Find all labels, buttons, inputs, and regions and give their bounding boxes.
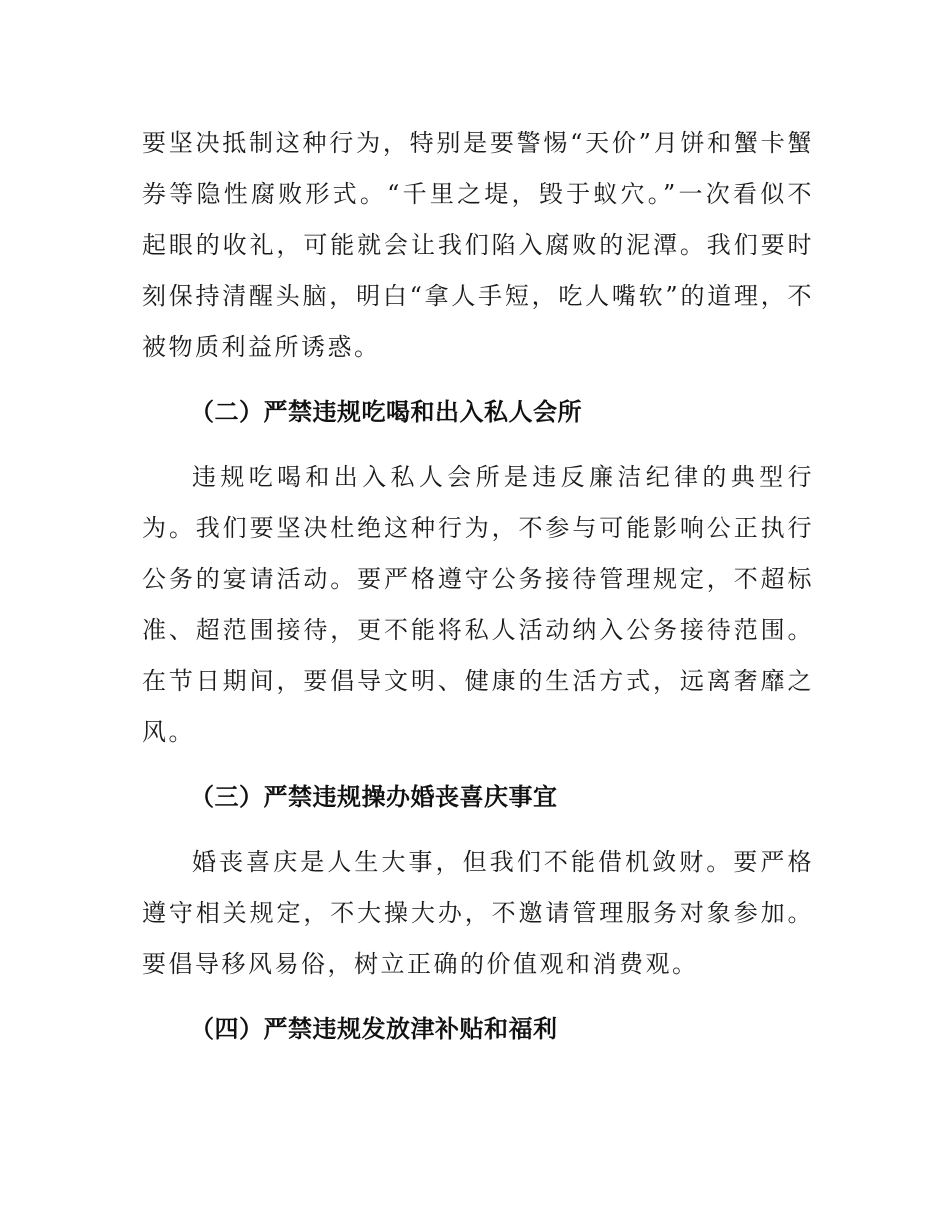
document-body <box>142 118 814 1069</box>
paragraph-section-2: 违规吃喝和出入私人会所是违反廉洁纪律的典型行为。我们要坚决杜绝这种行为，不参与可能影响公正执行公务的宴请活动。要严格遵守公务接待管理规定，不超标准、超范围接待，更不能将私人活动纳入公务接待范围。在节日期间，要倡导文明、健康的生活方式，远离奢靡之风。 <box>142 463 814 746</box>
section-heading-3: （三）严禁违规操办婚丧喜庆事宜 <box>190 783 558 811</box>
section-heading-4: （四）严禁违规发放津补贴和福利 <box>190 1015 558 1043</box>
paragraph-continued: 要坚决抵制这种行为，特别是要警惕“天价”月饼和蟹卡蟹券等隐性腐败形式。“千里之堤，毁于蚁穴。”一次看似不起眼的收礼，可能就会让我们陷入腐败的泥潭。我们要时刻保持清醒头脑，明白“拿人手短，吃人嘴软”的道理，不被物质利益所诱惑。 <box>142 129 814 361</box>
section-heading-2: （二）严禁违规吃喝和出入私人会所 <box>190 398 582 426</box>
paragraph-section-3: 婚丧喜庆是人生大事，但我们不能借机敛财。要严格遵守相关规定，不大操大办，不邀请管理服务对象参加。要倡导移风易俗，树立正确的价值观和消费观。 <box>142 848 814 978</box>
